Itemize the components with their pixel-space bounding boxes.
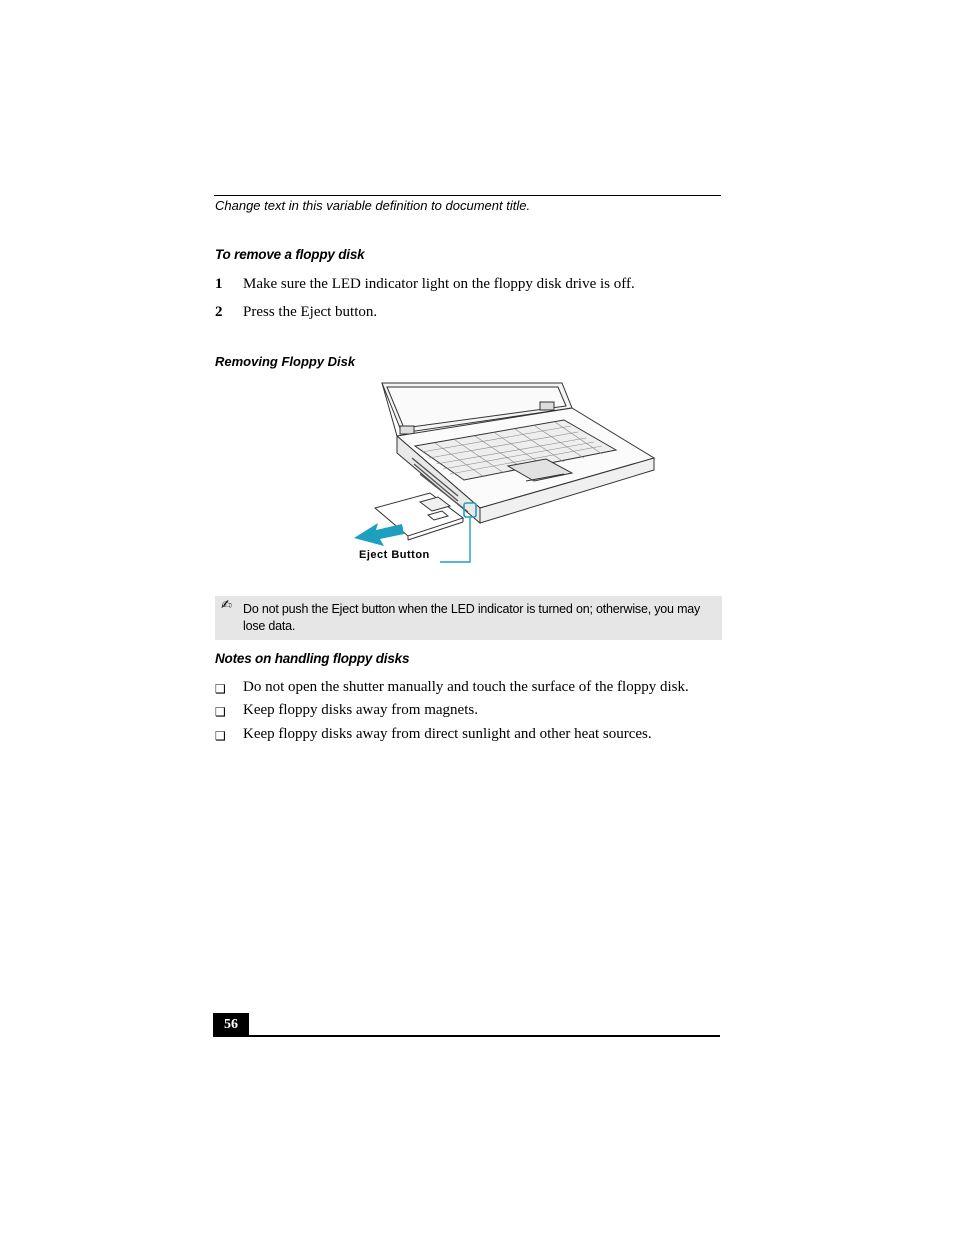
step-text-1: Make sure the LED indicator light on the floppy disk drive is off. bbox=[243, 276, 635, 292]
list-item: Keep floppy disks away from direct sunlight and other heat sources. bbox=[243, 726, 652, 742]
pencil-note-icon: ✍ bbox=[221, 598, 232, 613]
note-text: Do not push the Eject button when the LED indicator is turned on; otherwise, you may lose data. bbox=[243, 602, 701, 633]
running-header: Change text in this variable definition to document title. bbox=[215, 198, 531, 213]
list-item: Do not open the shutter manually and touch the surface of the floppy disk. bbox=[243, 679, 689, 695]
bullet-icon: ❑ bbox=[215, 729, 226, 743]
step-text-2: Press the Eject button. bbox=[243, 304, 378, 320]
header-rule bbox=[214, 195, 721, 196]
page-number: 56 bbox=[213, 1013, 249, 1036]
footer-rule bbox=[213, 1035, 720, 1037]
step-number-1: 1 bbox=[215, 276, 223, 292]
laptop-illustration bbox=[340, 378, 670, 573]
step-number-2: 2 bbox=[215, 304, 223, 320]
bullet-icon: ❑ bbox=[215, 682, 226, 696]
bullet-icon: ❑ bbox=[215, 705, 226, 719]
section-title-notes-handling: Notes on handling floppy disks bbox=[215, 651, 410, 666]
section-title-remove-floppy: To remove a floppy disk bbox=[215, 247, 365, 262]
list-item: Keep floppy disks away from magnets. bbox=[243, 702, 478, 718]
figure-caption: Removing Floppy Disk bbox=[215, 354, 356, 369]
eject-button-callout: Eject Button bbox=[359, 549, 430, 561]
